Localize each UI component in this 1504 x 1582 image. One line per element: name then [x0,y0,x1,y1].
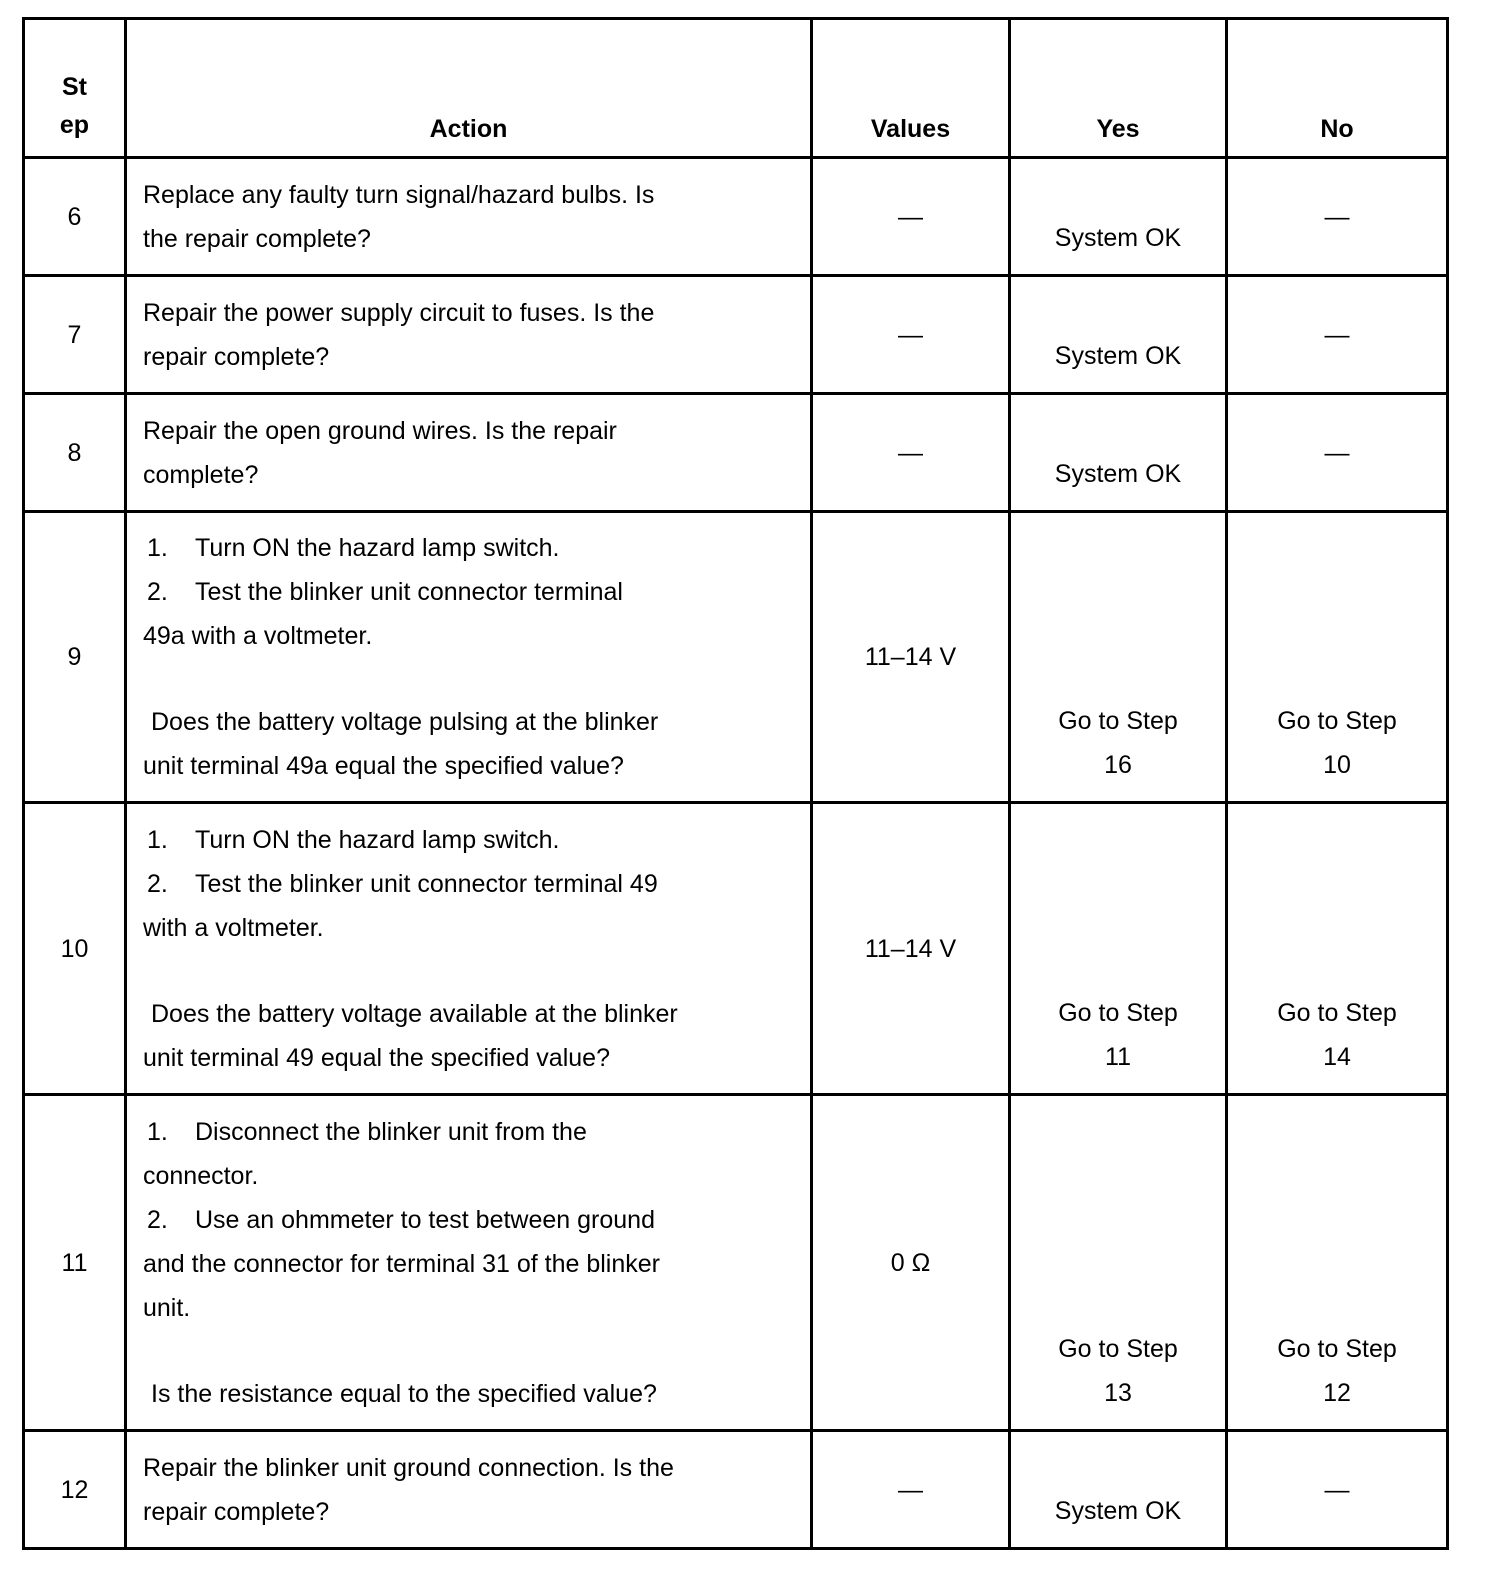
no-cell: — [1227,394,1448,512]
yes-cell [1010,276,1227,394]
table-row [24,803,1448,1095]
action-cell [126,394,812,512]
step-number: 11 [24,1095,126,1431]
no-line: 14 [1323,1043,1351,1071]
yes-line: Go to Step [1058,1335,1178,1363]
yes-line: Go to Step [1058,999,1178,1027]
table-row [24,512,1448,803]
item-number: 2. [147,578,168,606]
header-step-line-2: ep [59,111,90,139]
action-line: and the connector for terminal 31 of the blinker [143,1249,660,1278]
no-cell: — [1227,276,1448,394]
value-cell: — [812,276,1010,394]
action-line: Repair the power supply circuit to fuses. Is the [143,298,655,327]
item-text: Test the blinker unit connector terminal [195,578,623,606]
yes-line: 11 [1105,1043,1131,1071]
yes-cell [1010,803,1227,1095]
item-number: 2. [147,1205,168,1234]
no-line: Go to Step [1277,1335,1397,1363]
header-yes: Yes [1010,19,1227,158]
no-cell: — [1227,158,1448,276]
yes-cell [1010,1431,1227,1549]
no-cell [1227,1095,1448,1431]
action-line: complete? [143,460,259,489]
value-cell: — [812,1431,1010,1549]
action-cell [126,158,812,276]
value-cell: 11–14 V [812,512,1010,803]
table-row [24,276,1448,394]
yes-line: System OK [1054,342,1182,370]
action-cell [126,1095,812,1431]
table-row [24,158,1448,276]
list-item [143,526,800,570]
step-number: 10 [24,803,126,1095]
yes-line: System OK [1054,1497,1182,1525]
no-cell [1227,803,1448,1095]
yes-line: System OK [1054,224,1182,252]
yes-cell [1010,1095,1227,1431]
step-number: 12 [24,1431,126,1549]
yes-cell [1010,512,1227,803]
yes-cell [1010,158,1227,276]
list-item [143,1110,800,1154]
table-row [24,1431,1448,1549]
no-line: Go to Step [1277,707,1397,735]
action-line: Repair the open ground wires. Is the repair [143,416,617,445]
step-number: 6 [24,158,126,276]
list-item [143,570,800,614]
action-line: with a voltmeter. [143,913,324,942]
no-line: Go to Step [1277,999,1397,1027]
header-values: Values [812,19,1010,158]
no-line: 10 [1323,751,1351,779]
action-line: Replace any faulty turn signal/hazard bulbs. Is [143,180,655,209]
item-number: 1. [147,825,168,854]
action-line: the repair complete? [143,224,371,253]
step-number: 7 [24,276,126,394]
header-step [24,19,126,158]
header-row [24,19,1448,158]
list-item [143,862,800,906]
no-line: 12 [1323,1379,1351,1407]
item-text: Test the blinker unit connector terminal 49 [195,869,658,898]
yes-cell [1010,394,1227,512]
no-cell: — [1227,1431,1448,1549]
yes-line: Go to Step [1058,707,1178,735]
yes-line: 13 [1104,1379,1132,1407]
action-line: connector. [143,1161,259,1190]
header-no: No [1227,19,1448,158]
question-line: Does the battery voltage available at the blinker [151,999,678,1028]
action-cell [126,803,812,1095]
value-cell: — [812,394,1010,512]
question-line: Does the battery voltage pulsing at the blinker [151,708,659,736]
action-line: unit. [143,1293,191,1322]
action-line: repair complete? [143,342,330,371]
step-number: 8 [24,394,126,512]
question-line: unit terminal 49a equal the specified value? [143,752,624,780]
item-text: Turn ON the hazard lamp switch. [195,825,560,854]
item-text: Use an ohmmeter to test between ground [195,1205,655,1234]
table-row [24,1095,1448,1431]
action-cell [126,512,812,803]
value-cell: 0 Ω [812,1095,1010,1431]
item-number: 1. [147,534,168,562]
question-line: unit terminal 49 equal the specified value? [143,1043,610,1072]
table-row [24,394,1448,512]
step-number: 9 [24,512,126,803]
action-line: 49a with a voltmeter. [143,622,373,650]
list-item [143,818,800,862]
yes-line: System OK [1054,460,1182,488]
diagnostic-table [22,17,1449,1550]
action-line: Repair the blinker unit ground connection. Is the [143,1453,674,1482]
item-number: 1. [147,1117,168,1146]
item-number: 2. [147,869,168,898]
yes-line: 16 [1104,751,1132,779]
action-line: repair complete? [143,1497,330,1526]
action-cell [126,1431,812,1549]
value-cell: — [812,158,1010,276]
item-text: Turn ON the hazard lamp switch. [195,534,560,562]
no-cell [1227,512,1448,803]
action-cell [126,276,812,394]
question-line: Is the resistance equal to the specified value? [151,1379,657,1408]
value-cell: 11–14 V [812,803,1010,1095]
list-item [143,1198,800,1242]
item-text: Disconnect the blinker unit from the [195,1117,587,1146]
header-action: Action [126,19,812,158]
header-step-line-1: St [62,73,87,101]
